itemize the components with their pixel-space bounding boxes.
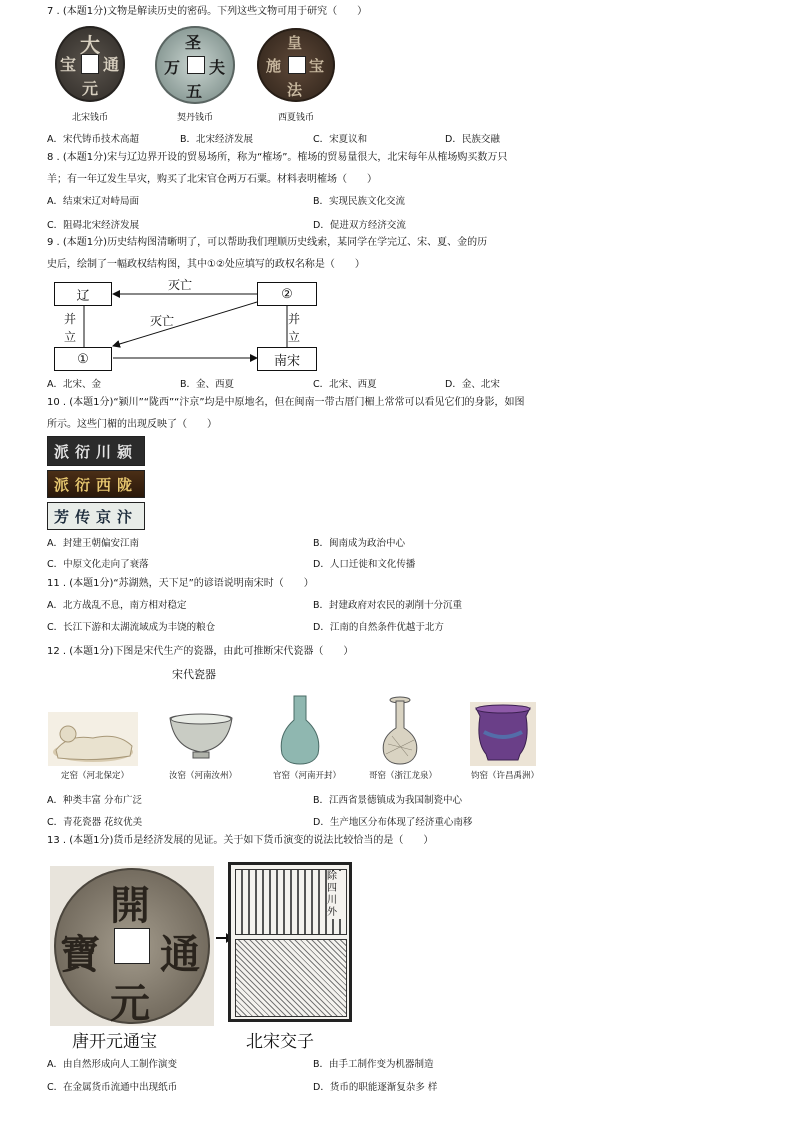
kiln-ding-caption: 定窑（河北保定） bbox=[60, 771, 129, 781]
q13-option-b[interactable]: B．由手工制作变为机器制造 bbox=[313, 1059, 434, 1070]
ding-pillow-image bbox=[48, 712, 138, 766]
q10-option-d[interactable]: D．人口迁徙和文化传播 bbox=[313, 559, 416, 570]
song-coin-image: 大 通 元 宝 bbox=[55, 26, 125, 102]
q12-figure-title: 宋代瓷器 bbox=[172, 668, 216, 681]
q7-option-c[interactable]: C．宋夏议和 bbox=[313, 134, 368, 145]
q7-option-a[interactable]: A．宋代铸币技术高超 bbox=[47, 134, 139, 145]
kaiyuan-caption: 唐开元通宝 bbox=[72, 1032, 157, 1052]
label-bingli-left: 并立 bbox=[64, 312, 77, 344]
q10-stem-line1: 10 . (本题1分)“颍川”“陇西”“汴京”均是中原地名，但在闽南一带古厝门楣上常常可以看见它们的身影，如图 bbox=[47, 397, 525, 408]
khitan-coin-caption: 契丹钱币 bbox=[176, 113, 213, 123]
q9-option-b[interactable]: B．金、西夏 bbox=[180, 379, 235, 390]
kiln-ge-caption: 哥窑（浙江龙泉） bbox=[368, 771, 437, 781]
q11-option-b[interactable]: B．封建政府对农民的剥削十分沉重 bbox=[313, 600, 463, 611]
q12-option-c[interactable]: C．青花瓷器 花纹优美 bbox=[47, 817, 143, 828]
q9-option-a[interactable]: A．北宋、金 bbox=[47, 379, 101, 390]
q9-option-d[interactable]: D．金、北宋 bbox=[445, 379, 500, 390]
q8-stem-line2: 羊；有一年辽发生旱灾，购买了北宋官仓两万石粟。材料表明榷场（ ） bbox=[47, 174, 377, 185]
jiaozi-note-image bbox=[228, 862, 352, 1022]
label-miewang-top: 灭亡 bbox=[168, 278, 193, 292]
q10-option-b[interactable]: B．闽南成为政治中心 bbox=[313, 538, 406, 549]
ge-vase-image bbox=[378, 694, 422, 766]
q9-stem-line2: 史后，绘制了一幅政权结构图，其中①②处应填写的政权名称是（ ） bbox=[47, 259, 365, 270]
q8-option-d[interactable]: D．促进双方经济交流 bbox=[313, 220, 406, 231]
plaque-longxi: 派衍西陇 bbox=[47, 470, 145, 498]
regime-structure-diagram bbox=[50, 276, 340, 374]
q12-stem: 12 . (本题1分)下图是宋代生产的瓷器，由此可推断宋代瓷器（ ） bbox=[47, 646, 354, 657]
box-one: ① bbox=[54, 347, 112, 371]
box-nansong: 南宋 bbox=[257, 347, 317, 371]
jun-jar-image bbox=[470, 702, 536, 766]
q11-option-c[interactable]: C．长江下游和太湖流域成为丰饶的粮仓 bbox=[47, 622, 216, 633]
guan-vase-image bbox=[276, 694, 324, 766]
q12-option-d[interactable]: D．生产地区分布体现了经济重心南移 bbox=[313, 817, 473, 828]
jiaozi-caption: 北宋交子 bbox=[246, 1032, 314, 1052]
q9-option-c[interactable]: C．北宋、西夏 bbox=[313, 379, 377, 390]
q13-stem: 13 . (本题1分)货币是经济发展的见证。关于如下货币演变的说法比较恰当的是（ ） bbox=[47, 835, 434, 846]
q7-option-d[interactable]: D．民族交融 bbox=[445, 134, 500, 145]
q10-stem-line2: 所示。这些门楣的出现反映了（ ） bbox=[47, 419, 217, 430]
xixia-coin-caption: 西夏钱币 bbox=[277, 113, 314, 123]
q10-option-a[interactable]: A．封建王朝偏安江南 bbox=[47, 538, 139, 549]
q13-option-c[interactable]: C．在金属货币流通中出现纸币 bbox=[47, 1082, 178, 1093]
label-bingli-right: 并立 bbox=[288, 312, 301, 344]
label-miewang-diag: 灭亡 bbox=[150, 314, 175, 328]
jiaozi-top-text: 除四川外 bbox=[327, 871, 343, 919]
q13-option-a[interactable]: A．由自然形成向人工制作演变 bbox=[47, 1059, 177, 1070]
khitan-coin-image: 圣 夫 五 万 bbox=[155, 26, 235, 104]
box-liao: 辽 bbox=[54, 282, 112, 306]
xixia-coin-image: 皇 宝 法 施 bbox=[257, 28, 335, 102]
q7-option-b[interactable]: B．北宋经济发展 bbox=[180, 134, 254, 145]
q8-option-c[interactable]: C．阻碍北宋经济发展 bbox=[47, 220, 140, 231]
plaque-yingchuan: 派衍川颍 bbox=[47, 436, 145, 466]
kaiyuan-coin-image: 開 通 元 寶 bbox=[54, 868, 210, 1024]
arrow-two-to-one bbox=[113, 302, 257, 346]
q9-stem-line1: 9 . (本题1分)历史结构图清晰明了，可以帮助我们理顺历史线索，某同学在学完辽、宋、夏、金的历 bbox=[47, 237, 488, 248]
kiln-jun-caption: 钧窑（许昌禹洲） bbox=[470, 771, 539, 781]
box-two: ② bbox=[257, 282, 317, 306]
q8-option-a[interactable]: A．结束宋辽对峙局面 bbox=[47, 196, 139, 207]
kaiyuan-coin-frame bbox=[50, 866, 214, 1026]
q11-option-a[interactable]: A．北方战乱不息，南方相对稳定 bbox=[47, 600, 187, 611]
kiln-guan-caption: 官窑（河南开封） bbox=[272, 771, 341, 781]
plaque-bianjing: 芳传京汴 bbox=[47, 502, 145, 530]
q12-option-a[interactable]: A．种类丰富 分布广泛 bbox=[47, 795, 143, 806]
kiln-ru-caption: 汝窑（河南汝州） bbox=[168, 771, 237, 781]
q11-stem: 11 . (本题1分)“苏湖熟，天下足”的谚语说明南宋时（ ） bbox=[47, 578, 314, 589]
q7-stem: 7 . (本题1分)文物是解读历史的密码。下列这些文物可用于研究（ ） bbox=[47, 6, 368, 17]
ru-bowl-image bbox=[168, 710, 234, 760]
q8-stem-line1: 8 . (本题1分)宋与辽边界开设的贸易场所，称为“榷场”。榷场的贸易量很大，北宋每年从榷场购买数万只 bbox=[47, 152, 508, 163]
q10-option-c[interactable]: C．中原文化走向了衰落 bbox=[47, 559, 149, 570]
q11-option-d[interactable]: D．江南的自然条件优越于北方 bbox=[313, 622, 444, 633]
q13-option-d[interactable]: D．货币的职能逐渐复杂多 样 bbox=[313, 1082, 438, 1093]
song-coin-caption: 北宋钱币 bbox=[71, 113, 108, 123]
q12-option-b[interactable]: B．江西省景德镇成为我国制瓷中心 bbox=[313, 795, 463, 806]
q8-option-b[interactable]: B．实现民族文化交流 bbox=[313, 196, 406, 207]
